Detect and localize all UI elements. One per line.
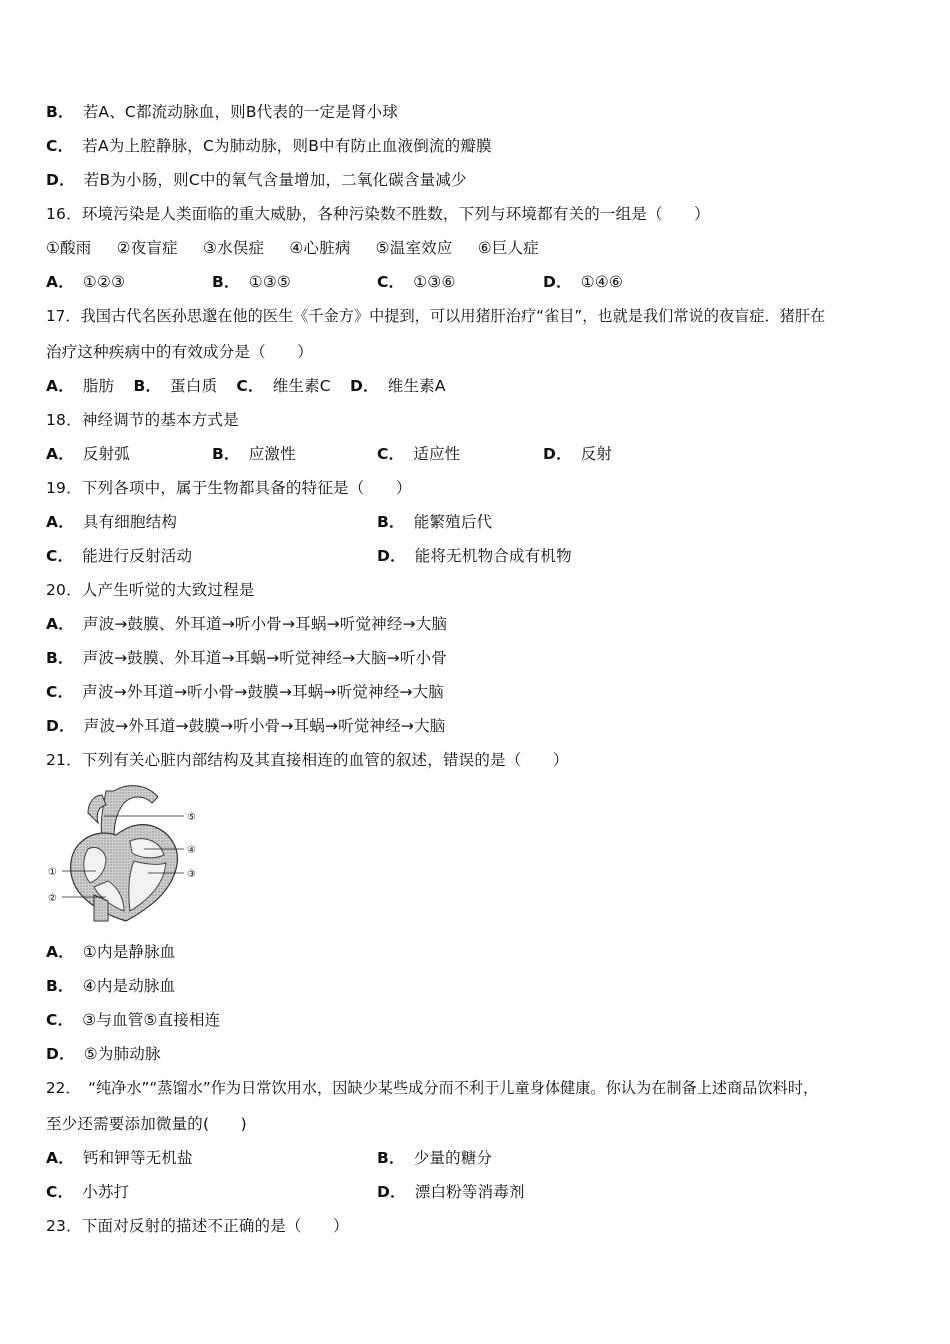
figure-label-1: ①	[48, 867, 57, 878]
option-label: B．	[46, 103, 74, 121]
q20-option-b	[46, 648, 447, 668]
option-label: A．	[46, 377, 74, 395]
option-text: 声波→鼓膜、外耳道→耳蜗→听觉神经→大脑→听小骨	[82, 649, 447, 667]
option-text: 反射	[580, 445, 613, 463]
q21-stem: 21．下列有关心脏内部结构及其直接相连的血管的叙述，错误的是（ ）	[46, 751, 569, 769]
q18-stem: 18．神经调节的基本方式是	[46, 411, 239, 429]
q16-item-1: ①酸雨	[46, 239, 92, 257]
option-text: 适应性	[413, 445, 461, 463]
figure-label-4: ④	[187, 845, 196, 856]
option-label: B．	[212, 445, 240, 463]
figure-label-5: ⑤	[187, 812, 196, 823]
figure-label-3: ③	[187, 869, 196, 880]
q20-option-c	[46, 682, 444, 702]
option-label: D．	[377, 547, 406, 565]
option-label: B．	[377, 1149, 405, 1167]
option-text: ⑤为肺动脉	[83, 1045, 161, 1063]
q16-item-5: ⑤温室效应	[375, 239, 453, 257]
q22-option-c	[46, 1182, 129, 1202]
option-text: 若B为小肠，则C中的氧气含量增加，二氧化碳含量减少	[83, 171, 467, 189]
q19-options-row1	[46, 512, 906, 532]
q21-option-a	[46, 942, 176, 962]
q19-option-c	[46, 546, 192, 566]
option-text: 钙和钾等无机盐	[82, 1149, 193, 1167]
option-text: ④内是动脉血	[82, 977, 176, 995]
q21-option-d	[46, 1044, 161, 1064]
q20-option-d	[46, 716, 446, 736]
option-text: 声波→外耳道→鼓膜→听小骨→耳蜗→听觉神经→大脑	[83, 717, 446, 735]
q18-options	[46, 444, 906, 464]
option-text: ①②③	[82, 273, 126, 291]
option-label: D．	[349, 377, 379, 395]
option-label: A．	[46, 1149, 74, 1167]
option-label: C．	[46, 1183, 74, 1201]
option-label: B．	[46, 977, 74, 995]
option-label: D．	[46, 1045, 75, 1063]
option-label: B．	[46, 649, 74, 667]
q16-item-2: ②夜盲症	[116, 239, 178, 257]
option-label: C．	[236, 377, 264, 395]
q22-option-b	[377, 1148, 492, 1168]
q22-option-d	[377, 1182, 525, 1202]
option-text: 应激性	[248, 445, 296, 463]
q17-option-b	[133, 377, 217, 395]
q18-option-d	[543, 444, 612, 464]
option-label: A．	[46, 445, 74, 463]
option-label: D．	[46, 171, 75, 189]
q17-stem-line1: 17．我国古代名医孙思邈在他的医生《千金方》中提到，可以用猪肝治疗“雀目”，也就是我们常说的夜盲症．猪肝在	[46, 307, 826, 325]
option-label: C．	[377, 273, 405, 291]
q16-item-6: ⑥巨人症	[477, 239, 539, 257]
option-text: 蛋白质	[170, 377, 218, 395]
q17-option-a	[46, 377, 114, 395]
q19-option-a	[46, 512, 177, 532]
option-label: A．	[46, 273, 74, 291]
q16-options	[46, 272, 906, 292]
q15-option-d	[46, 170, 467, 190]
option-label: D．	[377, 1183, 406, 1201]
option-text: 能将无机物合成有机物	[414, 547, 572, 565]
q21-option-b	[46, 976, 175, 996]
q22-options-row1	[46, 1148, 906, 1168]
figure-label-2: ②	[48, 893, 57, 904]
option-label: C．	[46, 1011, 74, 1029]
option-text: 小苏打	[82, 1183, 130, 1201]
option-label: A．	[46, 513, 74, 531]
option-label: C．	[46, 137, 74, 155]
option-text: 能进行反射活动	[82, 547, 193, 565]
q16-option-d	[543, 272, 623, 292]
option-label: D．	[46, 717, 75, 735]
q19-options-row2	[46, 546, 906, 566]
q22-option-a	[46, 1148, 193, 1168]
option-text: 若A、C都流动脉血，则B代表的一定是肾小球	[82, 103, 398, 121]
option-label: C．	[46, 683, 74, 701]
q17-options	[46, 376, 446, 396]
q18-option-a	[46, 444, 130, 464]
q16-stem: 16．环境污染是人类面临的重大威胁，各种污染数不胜数，下列与环境都有关的一组是（ ）	[46, 205, 710, 223]
option-text: 漂白粉等消毒剂	[414, 1183, 525, 1201]
option-text: ③与血管⑤直接相连	[82, 1011, 221, 1029]
option-text: 反射弧	[82, 445, 131, 463]
option-text: ①③⑤	[248, 273, 292, 291]
option-label: A．	[46, 615, 74, 633]
q22-stem-line1: 22． “纯净水”“蒸馏水”作为日常饮用水，因缺少某些成分而不利于儿童身体健康。你认为在制备上述商品饮料时，	[46, 1079, 819, 1097]
q16-item-4: ④心脏病	[289, 239, 351, 257]
q18-option-b	[212, 444, 296, 464]
q22-stem-line2: 至少还需要添加微量的( )	[46, 1115, 247, 1133]
q16-item-3: ③水俣症	[202, 239, 265, 257]
option-text: 脂肪	[82, 377, 115, 395]
q17-stem-line2: 治疗这种疾病中的有效成分是（ ）	[46, 343, 313, 361]
q21-option-c	[46, 1010, 220, 1030]
option-text: 能繁殖后代	[413, 513, 493, 531]
q19-stem: 19．下列各项中，属于生物都具备的特征是（ ）	[46, 479, 412, 497]
q18-option-c	[377, 444, 460, 464]
q23-stem: 23．下面对反射的描述不正确的是（ ）	[46, 1217, 349, 1235]
q16-option-a	[46, 272, 125, 292]
option-text: 声波→鼓膜、外耳道→听小骨→耳蜗→听觉神经→大脑	[82, 615, 448, 633]
option-text: 少量的糖分	[413, 1149, 493, 1167]
heart-diagram	[44, 783, 204, 923]
option-text: 维生素A	[387, 377, 446, 395]
option-label: D．	[543, 445, 572, 463]
q15-option-b	[46, 102, 398, 122]
q20-stem: 20．人产生听觉的大致过程是	[46, 581, 255, 599]
q22-options-row2	[46, 1182, 906, 1202]
q15-option-c	[46, 136, 492, 156]
option-text: 维生素C	[272, 377, 331, 395]
option-text: 具有细胞结构	[82, 513, 178, 531]
q20-option-a	[46, 614, 447, 634]
q16-items	[46, 238, 539, 258]
option-label: C．	[377, 445, 405, 463]
option-label: D．	[543, 273, 572, 291]
option-text: ①④⑥	[580, 273, 624, 291]
option-text: 若A为上腔静脉，C为肺动脉，则B中有防止血液倒流的瓣膜	[82, 137, 492, 155]
option-text: ①内是静脉血	[82, 943, 176, 961]
option-text: 声波→外耳道→听小骨→鼓膜→耳蜗→听觉神经→大脑	[82, 683, 445, 701]
q17-option-d	[350, 377, 446, 395]
option-label: B．	[133, 377, 162, 395]
q16-option-b	[212, 272, 291, 292]
option-label: B．	[377, 513, 405, 531]
q16-option-c	[377, 272, 456, 292]
q19-option-b	[377, 512, 492, 532]
option-label: C．	[46, 547, 74, 565]
option-text: ①③⑥	[413, 273, 456, 291]
option-label: A．	[46, 943, 74, 961]
q19-option-d	[377, 546, 572, 566]
q17-option-c	[236, 377, 330, 395]
option-label: B．	[212, 273, 240, 291]
